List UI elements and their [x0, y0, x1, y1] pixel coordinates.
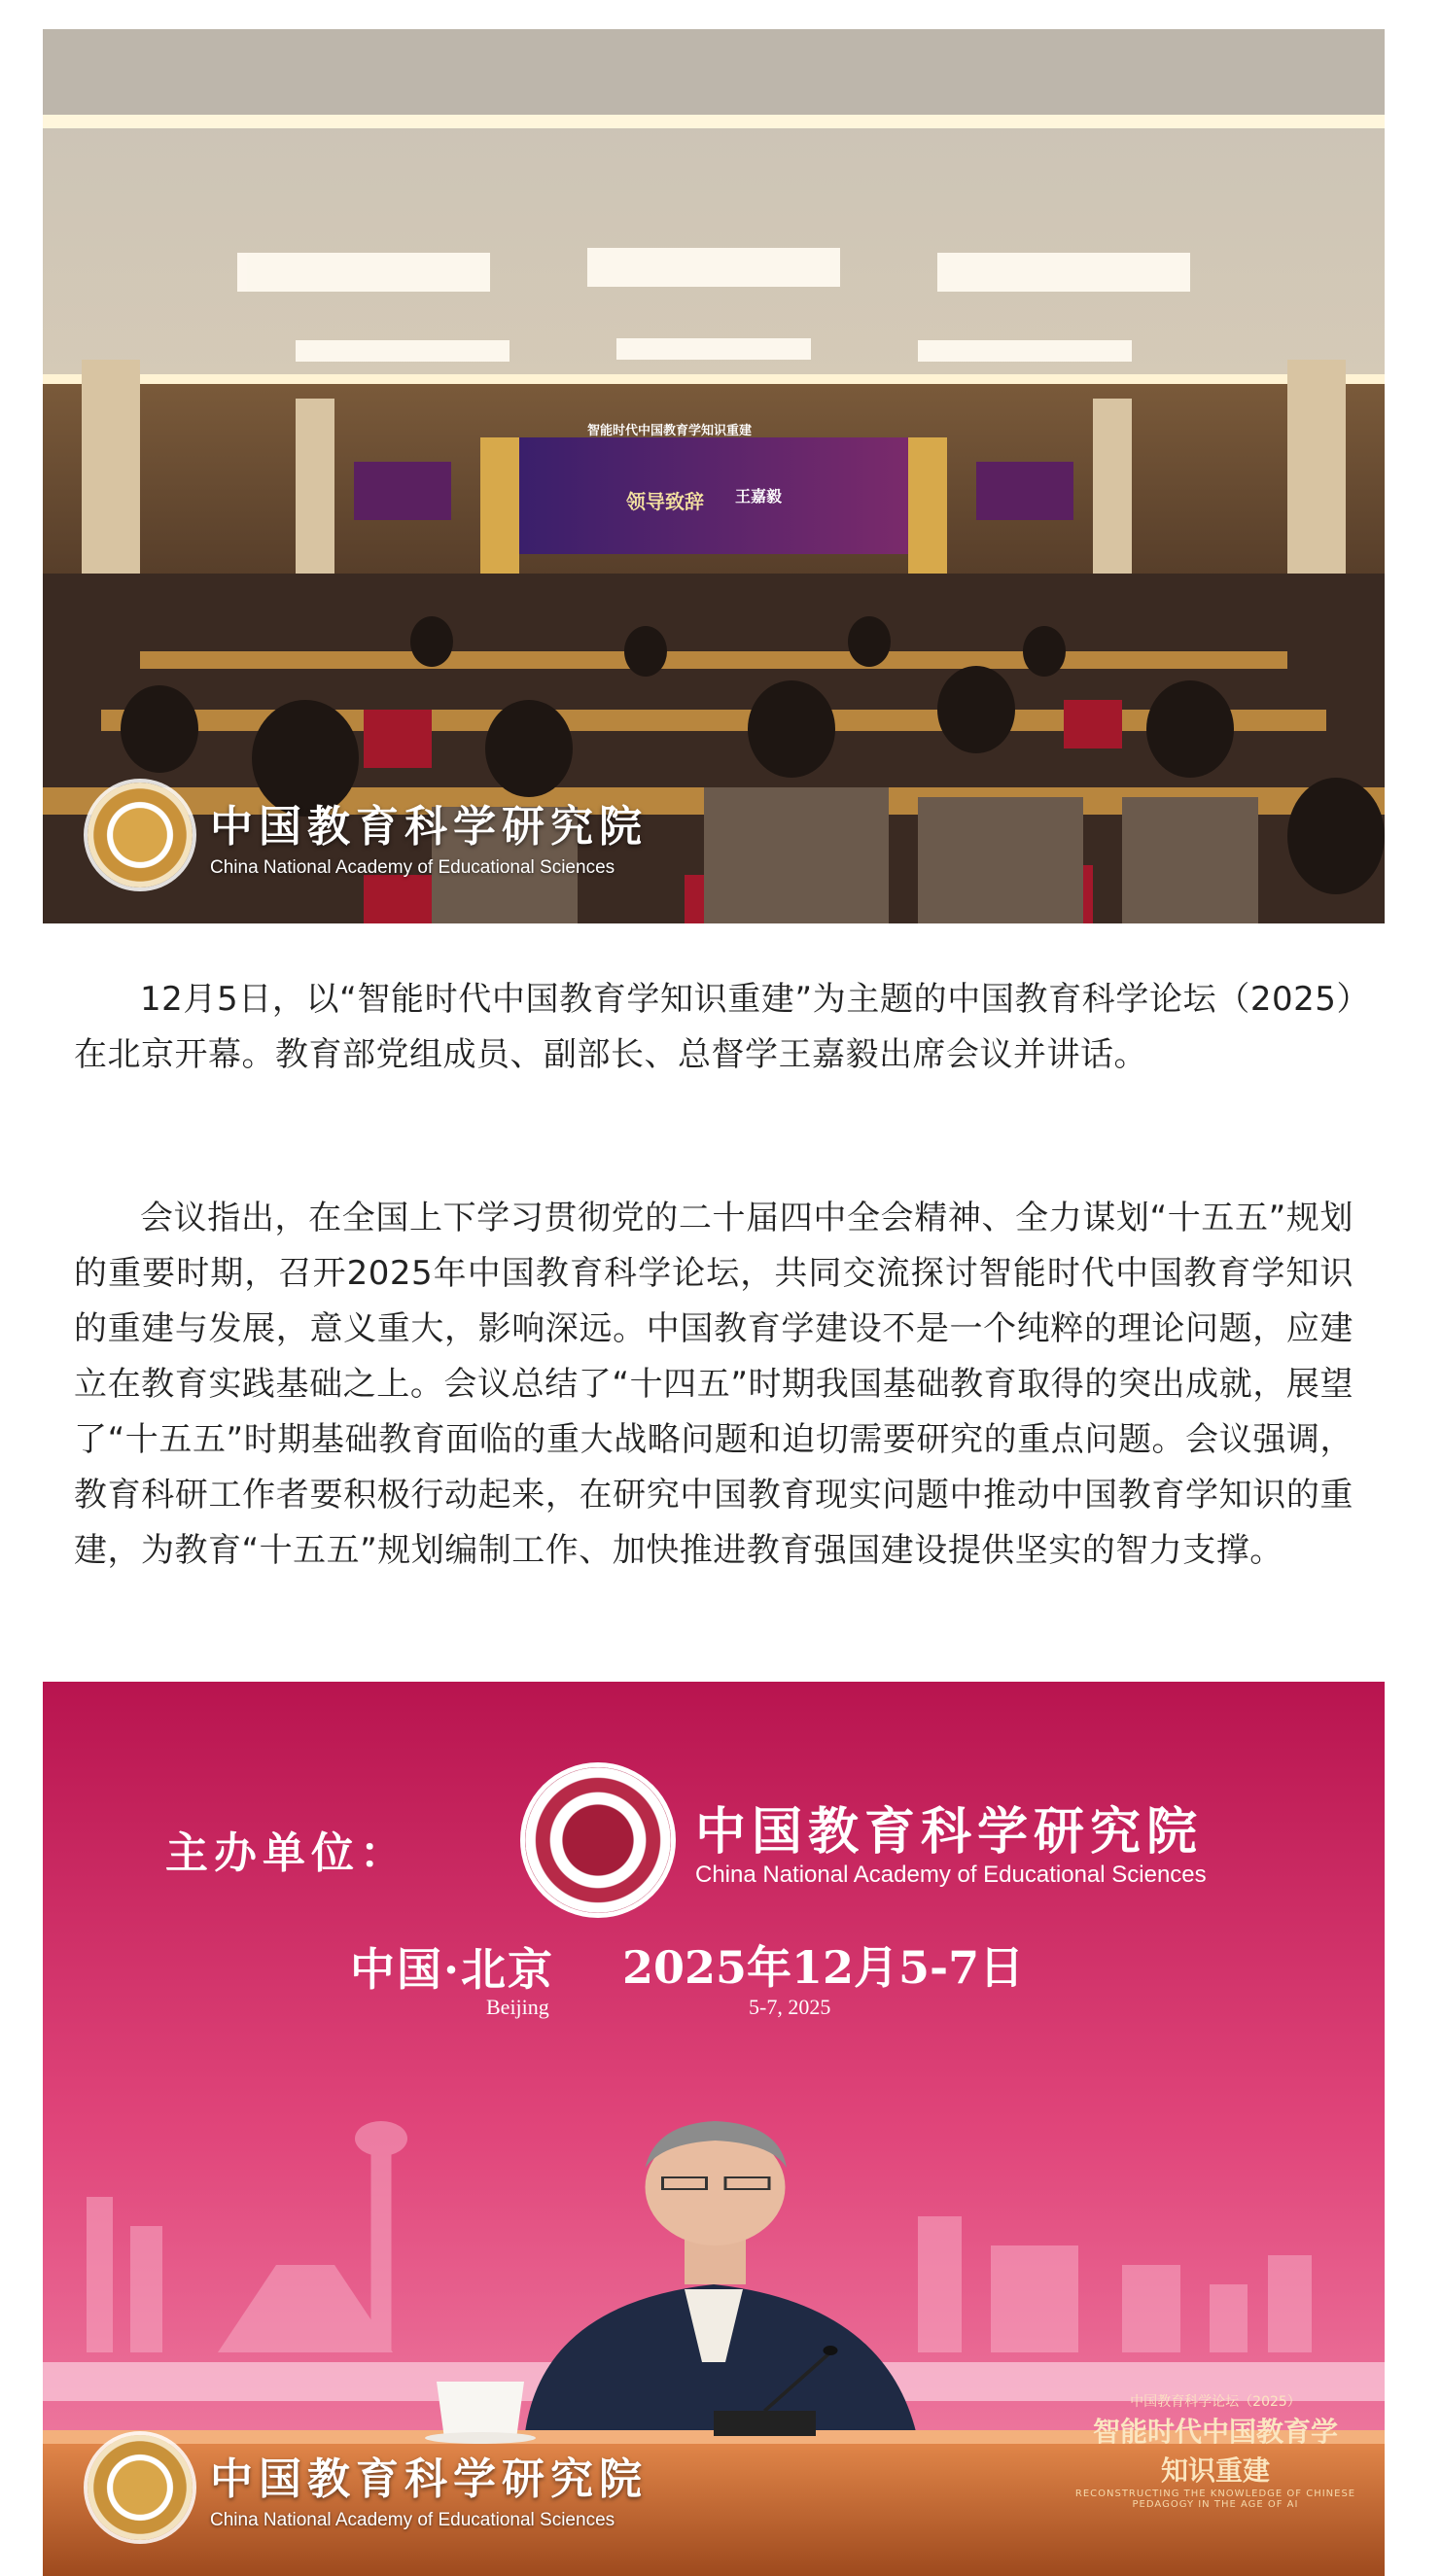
academy-watermark [88, 783, 648, 888]
article-paragraph-2: 会议指出，在全国上下学习贯彻党的二十届四中全会精神、全力谋划“十五五”规划的重要时期，召开2025年中国教育科学论坛，共同交流探讨智能时代中国教育学知识的重建与发展，意义重大，影响深远。中国教育学建设不是一个纯粹的理论问题，应建立在教育实践基础之上。会议总结了“十四五”时期我国基础教育取得的突出成就，展望了“十五五”时期基础教育面临的重大战略问题和迫切需要研究的重点问题。会议强调，教育科研工作者要积极行动起来，在研究中国教育现实问题中推动中国教育学知识的重建，为教育“十五五”规划编制工作、加快推进教育强国建设提供坚实的智力支撑。 [74, 1199, 1353, 1570]
watermark-name-cn: 中国教育科学研究院 [210, 802, 648, 852]
event-date-en: 5-7, 2025 [749, 1995, 831, 2019]
host-name-cn: 中国教育科学研究院 [695, 1802, 1204, 1862]
host-seal-icon [525, 1767, 671, 1913]
forum-title-line-2: 知识重建 [1160, 2454, 1270, 2487]
article-paragraph-1: 12月5日，以“智能时代中国教育学知识重建”为主题的中国教育科学论坛（2025）在北京开幕。教育部党组成员、副部长、总督学王嘉毅出席会议并讲话。 [74, 980, 1353, 1074]
academy-seal-icon [88, 2435, 193, 2540]
watermark-name-en: China National Academy of Educational Sciences [210, 857, 615, 878]
watermark-name-cn: 中国教育科学研究院 [210, 2454, 648, 2504]
forum-title-block [1070, 2391, 1361, 2510]
screen-heading: 领导致辞 [626, 490, 704, 513]
host-name-en: China National Academy of Educational Sciences [695, 1862, 1207, 1888]
academy-watermark-2 [88, 2435, 648, 2540]
venue-city: 中国·北京 [350, 1943, 555, 1996]
host-label: 主办单位： [165, 1828, 408, 1878]
screen-speaker: 王嘉毅 [735, 487, 783, 505]
forum-small-title: 中国教育科学论坛（2025） [1130, 2394, 1301, 2410]
event-date: 2025年12月5-7日 [622, 1941, 1025, 1994]
watermark-name-en: China National Academy of Educational Sciences [210, 2510, 615, 2530]
forum-title-line-1: 智能时代中国教育学 [1092, 2416, 1338, 2448]
forum-title-en: RECONSTRUCTING THE KNOWLEDGE OF CHINESE PEDAGOGY IN THE AGE OF AI [1074, 2489, 1356, 2510]
venue-city-en: Beijing [486, 1995, 549, 2019]
screen-title: 智能时代中国教育学知识重建 [587, 424, 753, 438]
academy-seal-icon [88, 783, 193, 888]
